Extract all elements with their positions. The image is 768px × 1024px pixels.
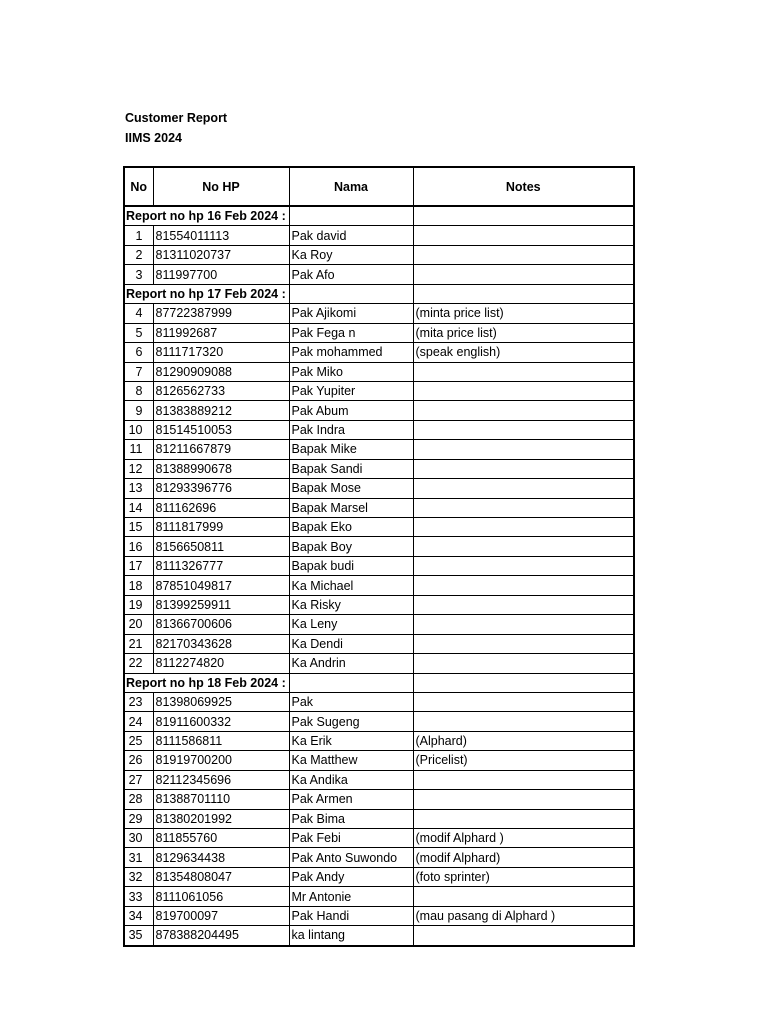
cell-notes bbox=[413, 537, 634, 556]
empty-cell bbox=[413, 284, 634, 303]
section-row bbox=[124, 206, 634, 226]
cell-no: 1 bbox=[124, 226, 153, 245]
cell-phone: 87851049817 bbox=[153, 576, 289, 595]
table-row bbox=[124, 770, 634, 789]
table-row bbox=[124, 731, 634, 750]
empty-cell bbox=[413, 673, 634, 692]
cell-name: Bapak Boy bbox=[289, 537, 413, 556]
cell-notes bbox=[413, 498, 634, 517]
cell-notes bbox=[413, 887, 634, 906]
empty-cell bbox=[413, 206, 634, 226]
cell-phone: 8111586811 bbox=[153, 731, 289, 750]
cell-phone: 81399259911 bbox=[153, 595, 289, 614]
cell-name: Pak Febi bbox=[289, 829, 413, 848]
cell-name: Ka Andika bbox=[289, 770, 413, 789]
table-row bbox=[124, 498, 634, 517]
cell-phone: 81911600332 bbox=[153, 712, 289, 731]
cell-no: 24 bbox=[124, 712, 153, 731]
table-row bbox=[124, 867, 634, 886]
table-row bbox=[124, 226, 634, 245]
cell-phone: 81554011113 bbox=[153, 226, 289, 245]
cell-notes bbox=[413, 712, 634, 731]
cell-phone: 81211667879 bbox=[153, 440, 289, 459]
cell-name: Pak Andy bbox=[289, 867, 413, 886]
empty-cell bbox=[289, 206, 413, 226]
cell-name: Bapak Sandi bbox=[289, 459, 413, 478]
table-row bbox=[124, 829, 634, 848]
cell-notes bbox=[413, 615, 634, 634]
cell-no: 25 bbox=[124, 731, 153, 750]
cell-no: 30 bbox=[124, 829, 153, 848]
cell-phone: 8111717320 bbox=[153, 343, 289, 362]
column-header-nama: Nama bbox=[289, 167, 413, 206]
cell-name: Pak david bbox=[289, 226, 413, 245]
cell-phone: 81366700606 bbox=[153, 615, 289, 634]
cell-notes bbox=[413, 556, 634, 575]
cell-no: 19 bbox=[124, 595, 153, 614]
cell-notes: (foto sprinter) bbox=[413, 867, 634, 886]
table-row bbox=[124, 537, 634, 556]
cell-name: Ka Matthew bbox=[289, 751, 413, 770]
cell-phone: 81380201992 bbox=[153, 809, 289, 828]
cell-no: 23 bbox=[124, 692, 153, 711]
cell-phone: 8112274820 bbox=[153, 654, 289, 673]
cell-notes bbox=[413, 381, 634, 400]
cell-no: 18 bbox=[124, 576, 153, 595]
section-label: Report no hp 18 Feb 2024 : bbox=[126, 675, 286, 690]
cell-no: 16 bbox=[124, 537, 153, 556]
empty-cell bbox=[289, 284, 413, 303]
cell-no: 4 bbox=[124, 304, 153, 323]
cell-notes bbox=[413, 440, 634, 459]
cell-notes bbox=[413, 459, 634, 478]
section-label: Report no hp 17 Feb 2024 : bbox=[126, 286, 286, 301]
cell-phone: 878388204495 bbox=[153, 926, 289, 946]
cell-phone: 81293396776 bbox=[153, 479, 289, 498]
table-body bbox=[124, 206, 634, 946]
cell-no: 35 bbox=[124, 926, 153, 946]
table-row bbox=[124, 790, 634, 809]
cell-notes bbox=[413, 226, 634, 245]
cell-name: Ka Andrin bbox=[289, 654, 413, 673]
cell-notes bbox=[413, 595, 634, 614]
cell-name: Pak Bima bbox=[289, 809, 413, 828]
cell-phone: 811162696 bbox=[153, 498, 289, 517]
cell-no: 10 bbox=[124, 420, 153, 439]
cell-name: Bapak Eko bbox=[289, 518, 413, 537]
cell-notes bbox=[413, 245, 634, 264]
table-row bbox=[124, 479, 634, 498]
cell-name: Pak Anto Suwondo bbox=[289, 848, 413, 867]
cell-phone: 811855760 bbox=[153, 829, 289, 848]
cell-no: 11 bbox=[124, 440, 153, 459]
header-row bbox=[124, 167, 634, 206]
table-row bbox=[124, 381, 634, 400]
cell-notes bbox=[413, 362, 634, 381]
cell-phone: 811997700 bbox=[153, 265, 289, 284]
cell-name: Pak bbox=[289, 692, 413, 711]
table-row bbox=[124, 304, 634, 323]
table-row bbox=[124, 615, 634, 634]
cell-name: Ka Leny bbox=[289, 615, 413, 634]
cell-no: 2 bbox=[124, 245, 153, 264]
cell-name: Mr Antonie bbox=[289, 887, 413, 906]
cell-name: Bapak budi bbox=[289, 556, 413, 575]
cell-name: Bapak Mose bbox=[289, 479, 413, 498]
cell-no: 15 bbox=[124, 518, 153, 537]
cell-no: 13 bbox=[124, 479, 153, 498]
report-title: Customer Report bbox=[125, 111, 228, 125]
cell-name: Bapak Marsel bbox=[289, 498, 413, 517]
cell-notes bbox=[413, 790, 634, 809]
cell-no: 17 bbox=[124, 556, 153, 575]
cell-notes bbox=[413, 654, 634, 673]
section-row bbox=[124, 673, 634, 692]
section-label-cell bbox=[124, 284, 289, 303]
cell-name: Pak Ajikomi bbox=[289, 304, 413, 323]
table-row bbox=[124, 654, 634, 673]
cell-phone: 811992687 bbox=[153, 323, 289, 342]
cell-name: Pak Armen bbox=[289, 790, 413, 809]
cell-phone: 81311020737 bbox=[153, 245, 289, 264]
cell-notes bbox=[413, 692, 634, 711]
table-row bbox=[124, 245, 634, 264]
cell-name: Pak Afo bbox=[289, 265, 413, 284]
cell-no: 5 bbox=[124, 323, 153, 342]
column-header-hp: No HP bbox=[153, 167, 289, 206]
cell-no: 32 bbox=[124, 867, 153, 886]
cell-phone: 81919700200 bbox=[153, 751, 289, 770]
cell-no: 22 bbox=[124, 654, 153, 673]
cell-name: ka lintang bbox=[289, 926, 413, 946]
cell-phone: 8129634438 bbox=[153, 848, 289, 867]
cell-phone: 82112345696 bbox=[153, 770, 289, 789]
cell-notes: (modif Alphard) bbox=[413, 848, 634, 867]
table-row bbox=[124, 595, 634, 614]
table-row bbox=[124, 926, 634, 946]
cell-phone: 82170343628 bbox=[153, 634, 289, 653]
cell-name: Pak Handi bbox=[289, 906, 413, 925]
empty-cell bbox=[289, 673, 413, 692]
cell-no: 34 bbox=[124, 906, 153, 925]
cell-phone: 8126562733 bbox=[153, 381, 289, 400]
cell-name: Ka Dendi bbox=[289, 634, 413, 653]
section-label-cell bbox=[124, 206, 289, 226]
cell-notes bbox=[413, 576, 634, 595]
table-row bbox=[124, 809, 634, 828]
cell-phone: 81383889212 bbox=[153, 401, 289, 420]
cell-phone: 8111061056 bbox=[153, 887, 289, 906]
table-row bbox=[124, 440, 634, 459]
cell-name: Ka Erik bbox=[289, 731, 413, 750]
table-row bbox=[124, 692, 634, 711]
cell-phone: 81388990678 bbox=[153, 459, 289, 478]
cell-name: Ka Roy bbox=[289, 245, 413, 264]
table-row bbox=[124, 906, 634, 925]
cell-phone: 81514510053 bbox=[153, 420, 289, 439]
cell-phone: 81354808047 bbox=[153, 867, 289, 886]
cell-name: Pak Yupiter bbox=[289, 381, 413, 400]
cell-phone: 8156650811 bbox=[153, 537, 289, 556]
table-row bbox=[124, 323, 634, 342]
cell-no: 14 bbox=[124, 498, 153, 517]
cell-name: Pak mohammed bbox=[289, 343, 413, 362]
table-row bbox=[124, 751, 634, 770]
table-row bbox=[124, 362, 634, 381]
cell-notes: (Pricelist) bbox=[413, 751, 634, 770]
cell-notes bbox=[413, 401, 634, 420]
table-row bbox=[124, 401, 634, 420]
section-label: Report no hp 16 Feb 2024 : bbox=[126, 209, 286, 223]
cell-notes: (Alphard) bbox=[413, 731, 634, 750]
report-header bbox=[125, 108, 227, 148]
cell-name: Pak Miko bbox=[289, 362, 413, 381]
cell-notes: (speak english) bbox=[413, 343, 634, 362]
cell-name: Pak Abum bbox=[289, 401, 413, 420]
cell-no: 7 bbox=[124, 362, 153, 381]
cell-notes bbox=[413, 518, 634, 537]
column-header-no: No bbox=[124, 167, 153, 206]
cell-notes bbox=[413, 634, 634, 653]
table-row bbox=[124, 556, 634, 575]
cell-notes bbox=[413, 926, 634, 946]
cell-no: 12 bbox=[124, 459, 153, 478]
table-row bbox=[124, 518, 634, 537]
table-row bbox=[124, 459, 634, 478]
section-row bbox=[124, 284, 634, 303]
cell-phone: 87722387999 bbox=[153, 304, 289, 323]
cell-notes bbox=[413, 265, 634, 284]
cell-notes: (mau pasang di Alphard ) bbox=[413, 906, 634, 925]
table-row bbox=[124, 265, 634, 284]
cell-no: 31 bbox=[124, 848, 153, 867]
cell-notes: (minta price list) bbox=[413, 304, 634, 323]
cell-name: Pak Fega n bbox=[289, 323, 413, 342]
cell-no: 21 bbox=[124, 634, 153, 653]
cell-name: Pak Indra bbox=[289, 420, 413, 439]
cell-no: 20 bbox=[124, 615, 153, 634]
column-header-notes: Notes bbox=[413, 167, 634, 206]
cell-no: 29 bbox=[124, 809, 153, 828]
table-row bbox=[124, 420, 634, 439]
cell-no: 28 bbox=[124, 790, 153, 809]
cell-no: 26 bbox=[124, 751, 153, 770]
customer-table bbox=[123, 166, 635, 947]
report-subtitle: IIMS 2024 bbox=[125, 131, 182, 145]
table-row bbox=[124, 576, 634, 595]
table-row bbox=[124, 343, 634, 362]
cell-phone: 8111817999 bbox=[153, 518, 289, 537]
cell-no: 33 bbox=[124, 887, 153, 906]
section-label-cell bbox=[124, 673, 289, 692]
table-row bbox=[124, 634, 634, 653]
cell-phone: 81290909088 bbox=[153, 362, 289, 381]
cell-name: Ka Michael bbox=[289, 576, 413, 595]
table-header bbox=[124, 167, 634, 206]
cell-name: Bapak Mike bbox=[289, 440, 413, 459]
cell-name: Pak Sugeng bbox=[289, 712, 413, 731]
cell-no: 6 bbox=[124, 343, 153, 362]
cell-notes: (modif Alphard ) bbox=[413, 829, 634, 848]
cell-phone: 81388701110 bbox=[153, 790, 289, 809]
cell-notes bbox=[413, 479, 634, 498]
cell-phone: 819700097 bbox=[153, 906, 289, 925]
cell-notes bbox=[413, 770, 634, 789]
cell-notes bbox=[413, 420, 634, 439]
table-row bbox=[124, 848, 634, 867]
cell-no: 8 bbox=[124, 381, 153, 400]
cell-phone: 8111326777 bbox=[153, 556, 289, 575]
cell-no: 3 bbox=[124, 265, 153, 284]
cell-notes bbox=[413, 809, 634, 828]
table-row bbox=[124, 887, 634, 906]
cell-no: 27 bbox=[124, 770, 153, 789]
cell-notes: (mita price list) bbox=[413, 323, 634, 342]
cell-no: 9 bbox=[124, 401, 153, 420]
cell-name: Ka Risky bbox=[289, 595, 413, 614]
table-row bbox=[124, 712, 634, 731]
cell-phone: 81398069925 bbox=[153, 692, 289, 711]
